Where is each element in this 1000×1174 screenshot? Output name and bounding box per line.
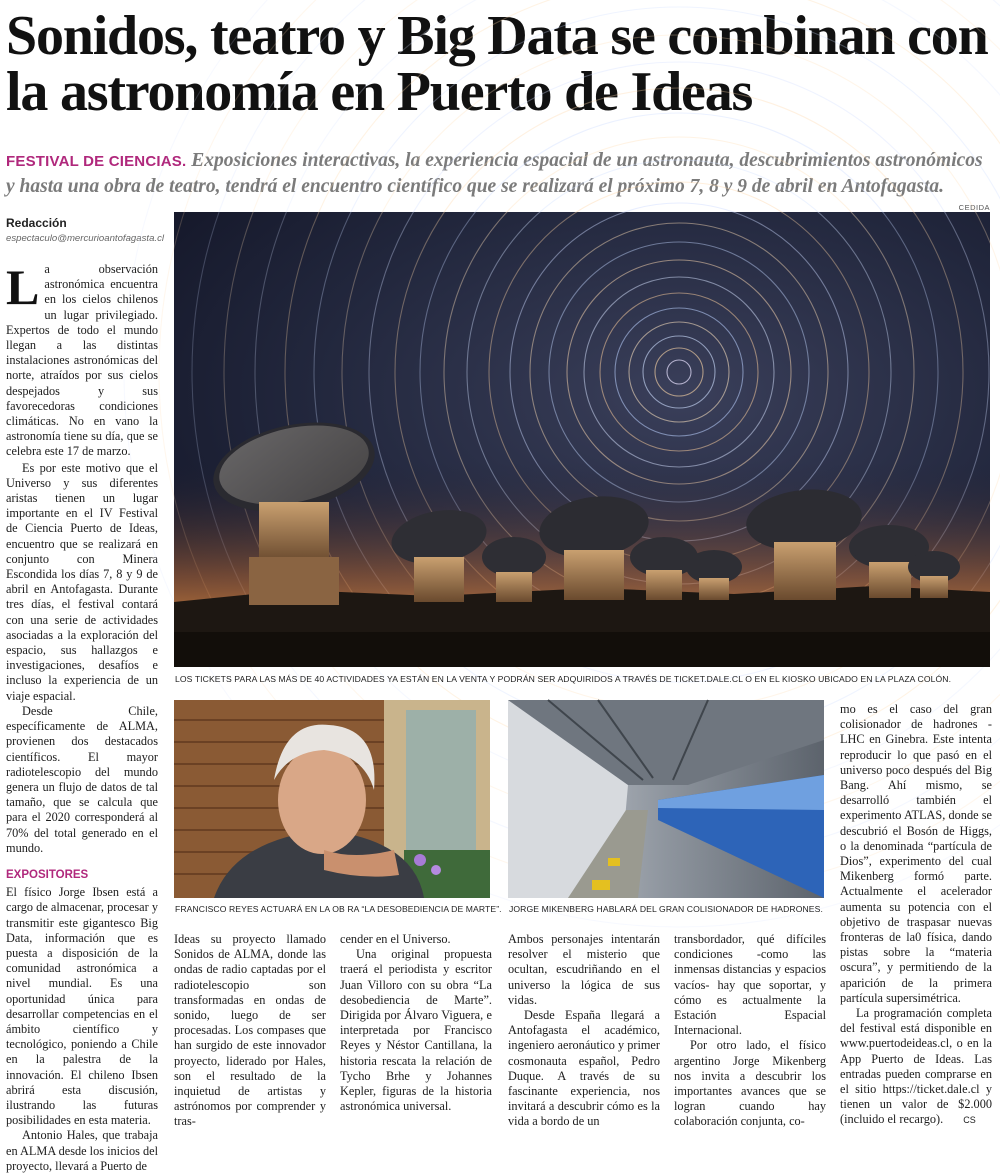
paragraph: Una original propuesta traerá el periodista y escritor Juan Villoro con su obra “La desobediencia de Marte”. Dirigida por Álvaro Viguera, e interpretada por Francisco Reyes y Néstor Cantillana, la historia rescata la relación de Tycho Brhe y Johannes Kepler, figuras de la historia astronómica universal. (340, 947, 492, 1114)
portrait-image (174, 700, 490, 898)
reyes-photo-caption: FRANCISCO REYES ACTUARÁ EN LA OB RA “LA DESOBEDIENCIA DE MARTE”. (175, 904, 502, 914)
drop-cap: L (6, 259, 40, 315)
article-column-6 (840, 702, 992, 1129)
paragraph: Ideas su proyecto llamado Sonidos de ALMA, donde las ondas de radio captadas por el radiotelescopio son transformadas en ondas de sonido, luego de ser procesadas. Los compases que han surgido de este innovador proyecto, liderado por Hales, son el resultado de la inquietud de artistas y astrónomos por comprender y tras- (174, 932, 326, 1129)
paragraph: La programación completa del festival está disponible en www.puertodeideas.cl, o en la App Puerto de Ideas. Las entradas pueden comprarse en el sitio https://ticket.dale.cl y tienen un valor de $2.000 (incluido el recargo). CS (840, 1006, 992, 1129)
paragraph: cender en el Universo. (340, 932, 451, 946)
collider-photo (508, 700, 824, 898)
collider-tunnel-image (508, 700, 824, 898)
paragraph: transbordador, qué difíciles condiciones -como las inmensas distancias y espacios vacíos- hay que soportar, y cómo es actualmente la Estación Espacial Internacional. (674, 932, 826, 1038)
paragraph: Por otro lado, el físico argentino Jorge Mikenberg nos invita a descubrir los importantes avances que se logran cuando hay colaboración conjunta, co- (674, 1038, 826, 1129)
reyes-photo (174, 700, 490, 898)
photo-credit: CEDIDA (958, 203, 990, 212)
star-trails-image (174, 212, 990, 667)
paragraph: Desde España llegará a Antofagasta el académico, ingeniero aeronáutico y primer cosmonauta español, Pedro Duque. A través de su fascinante experiencia, nos invitará a descubrir cómo es la vida a bordo de un (508, 1008, 660, 1129)
byline-author: Redacción (6, 216, 67, 230)
headline: Sonidos, teatro y Big Data se combinan con la astronomía en Puerto de Ideas (6, 5, 988, 123)
article-column-4 (508, 932, 660, 1130)
paragraph: Es por este motivo que el Universo y sus diferentes aristas tienen un lugar importante en el IV Festival de Ciencia Puerto de Ideas, encuentro que se realizará en conjunto con Minera Escondida los días 7, 8 y 9 de abril en Antofagasta. Durante tres días, el festival contará con una serie de actividades asociadas a la exploración del espacio, sus hallazgos e investigaciones, desafíos e incluso la experiencia de un viaje espacial. (6, 460, 158, 703)
paragraph: El físico Jorge Ibsen está a cargo de almacenar, procesar y transmitir este gigantesco Big Data, información que es puesta a disposición de la comunidad astronómica a nivel mundial. Es una oportunidad única para desarrollar competencias en el ámbito científico y tecnológico, poniendo a Chile en la palestra de la innovación. El chileno Ibsen abrirá esta discusión, ilustrando las futuras posibilidades en esta materia. (6, 885, 158, 1128)
deck-text: Exposiciones interactivas, la experiencia espacial de un astronauta, descubrimientos astronómicos y hasta una obra de teatro, tendrá el encuentro científico que se realizará el próximo 7, 8 y 9 de abril en Antofagasta. (6, 150, 983, 197)
article-column-5 (674, 932, 826, 1130)
collider-photo-caption: JORGE MIKENBERG HABLARÁ DEL GRAN COLISIONADOR DE HADRONES. (509, 904, 823, 914)
paragraph: Antonio Hales, que trabaja en ALMA desde los inicios del proyecto, llevará a Puerto de (6, 1128, 158, 1173)
main-photo-caption: LOS TICKETS PARA LAS MÁS DE 40 ACTIVIDADES YA ESTÁN EN LA VENTA Y PODRÁN SER ADQUIRIDOS A TRAVÉS DE TICKET.DALE.CL O EN EL KIOSKO UBICADO EN LA PLAZA COLÓN. (175, 674, 952, 684)
article-column-2 (174, 932, 326, 1130)
article-column-3 (340, 932, 492, 1114)
article-column-1 (6, 259, 158, 1174)
paragraph: Desde Chile, específicamente de ALMA, provienen dos destacados científicos. El mayor radiotelescopio del mundo genera un flujo de datos de tal tamaño, que se calcula que para el 2020 corresponderá al 70% del total generado en el mundo. (6, 703, 158, 855)
main-photo (174, 212, 990, 667)
paragraph: Ambos personajes intentarán resolver el misterio que ocultan, escudriñando en el universo la lógica de sus vidas. (508, 932, 660, 1007)
paragraph: La observación astronómica encuentra en los cielos chilenos un lugar privilegiado. Expertos de todo el mundo llegan a las distintas instalaciones astronómicas del norte, atraídos por sus cielos despejados y sus favorecedoras condiciones climáticas. No en vano la astronomía tiene su día, que se celebra este 17 de marzo. (6, 259, 158, 459)
section-kicker: FESTIVAL DE CIENCIAS. (6, 153, 187, 170)
subhead-expositores: EXPOSITORES (6, 868, 89, 881)
byline-email: espectaculo@mercurioantofagasta.cl (6, 233, 164, 244)
paragraph: mo es el caso del gran colisionador de hadrones - LHC en Ginebra. Este intenta reproducir lo que pasó en el universo poco después del Big Bang. Ahí mismo, se desarrolló también el experimento ATLAS, donde se descubrió el Bosón de Higgs, o la denominada “partícula de Dios”, experimento del cual Mikenberg formó parte. Actualmente el acelerador aumenta su potencia con el objetivo de traspasar nuevas fronteras de la0 física, dando pistas sobre la “materia oscura”, y permitiendo de la aparición de la primera partícula supersimétrica. (840, 702, 992, 1005)
end-mark: CS (963, 1115, 976, 1126)
